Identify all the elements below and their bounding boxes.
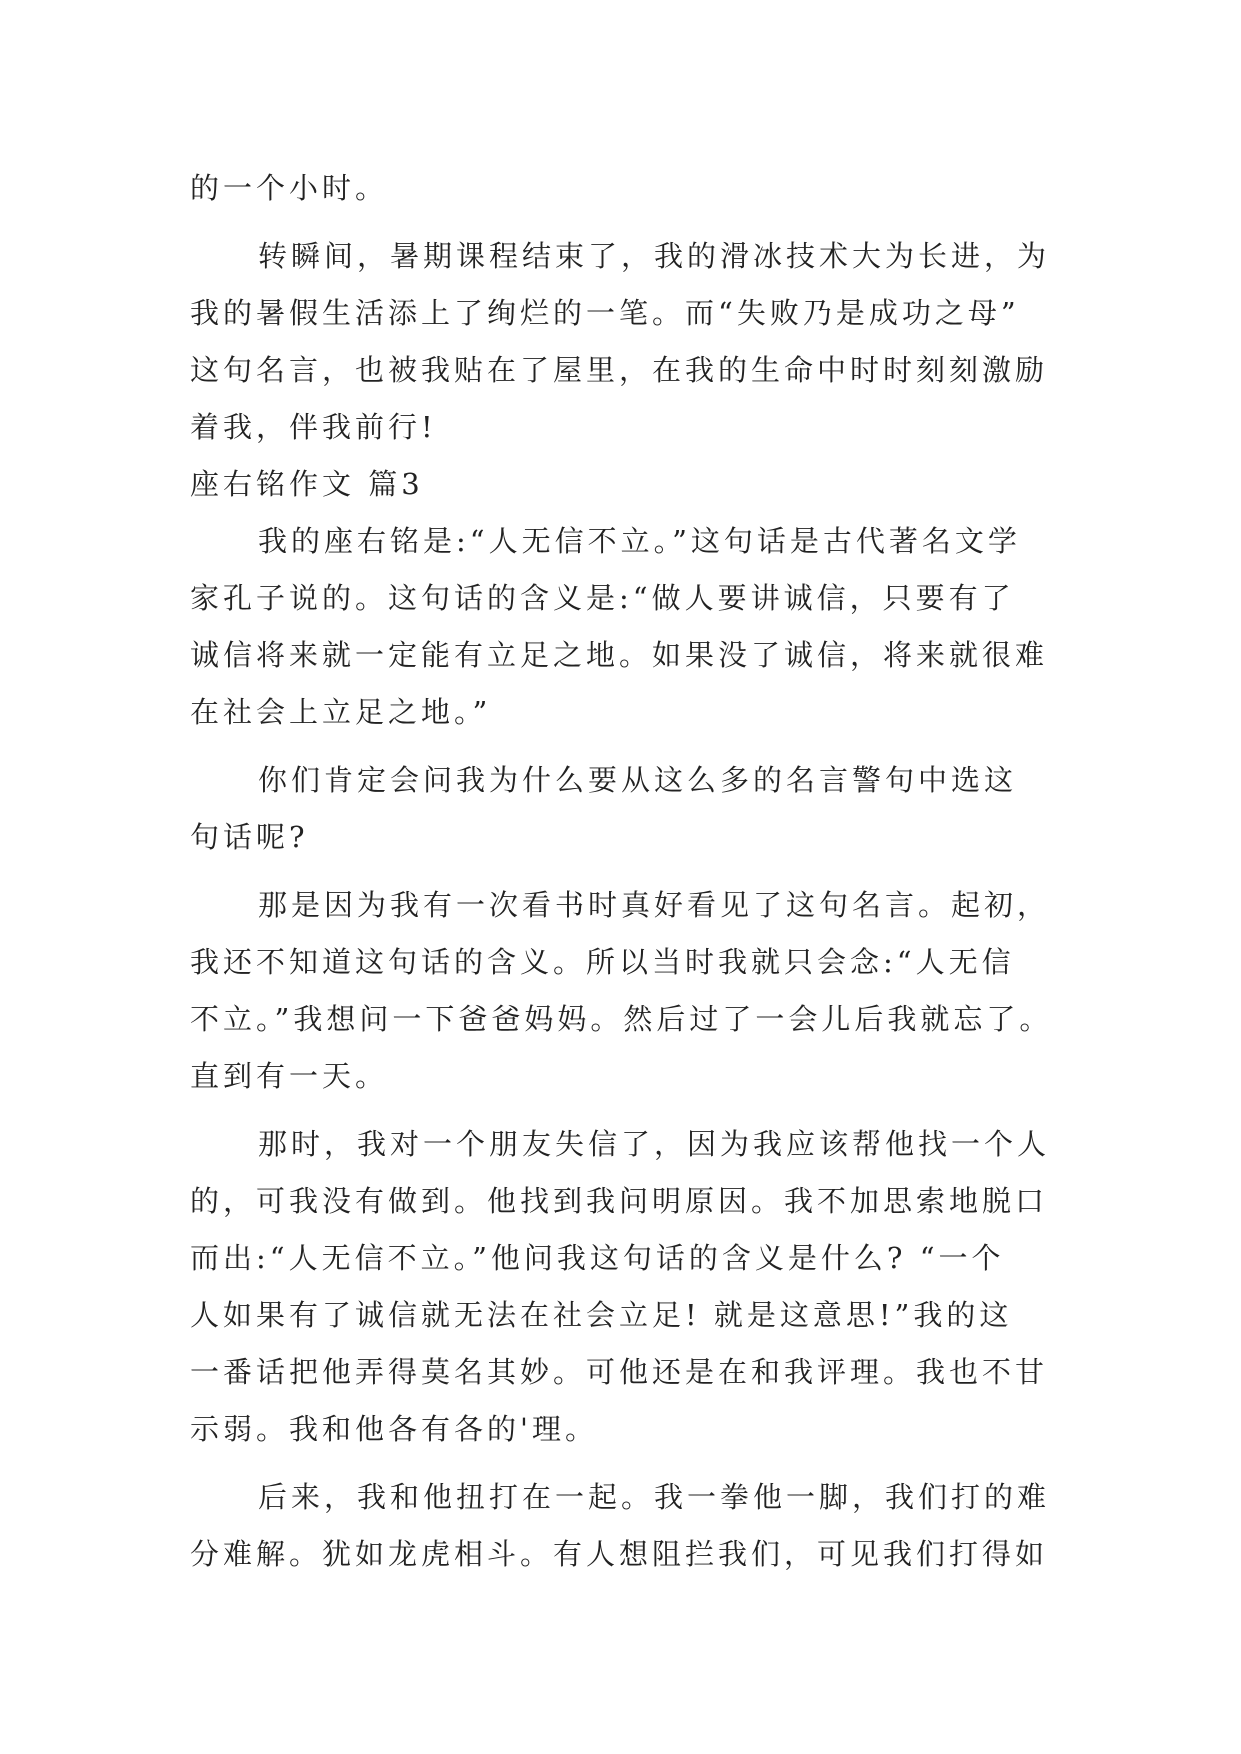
text-line: 那是因为我有一次看书时真好看见了这句名言。起初，: [258, 888, 1051, 922]
text-line: 我的座右铭是:“人无信不立。”这句话是古代著名文学: [258, 524, 1021, 558]
text-line: 一番话把他弄得莫名其妙。可他还是在和我评理。我也不甘: [190, 1355, 1049, 1389]
text-line: 后来，我和他扭打在一起。我一拳他一脚，我们打的难: [258, 1480, 1051, 1514]
paragraph-continuation: [190, 160, 1050, 217]
paragraph-question: [190, 752, 1050, 866]
text-line: 分难解。犹如龙虎相斗。有人想阻拦我们，可见我们打得如: [190, 1537, 1049, 1571]
paragraph-origin: [190, 877, 1053, 1105]
paragraph-incident: [190, 1116, 1050, 1458]
text-line: 示弱。我和他各有各的'理。: [190, 1412, 598, 1446]
text-line: 我的暑假生活添上了绚烂的一笔。而“失败乃是成功之母”: [190, 296, 1020, 330]
document-body: [190, 160, 1053, 1583]
section-heading: 座右铭作文 篇3: [190, 467, 424, 501]
text-line: 我还不知道这句话的含义。所以当时我就只会念:“人无信: [190, 945, 1015, 979]
text-line: 的一个小时。: [190, 171, 389, 205]
paragraph-motto: [190, 513, 1050, 741]
text-line: 诚信将来就一定能有立足之地。如果没了诚信，将来就很难: [190, 638, 1049, 672]
text-line: 直到有一天。: [190, 1059, 389, 1093]
text-line: 而出:“人无信不立。”他问我这句话的含义是什么? “一个: [190, 1241, 1005, 1275]
text-line: 你们肯定会问我为什么要从这么多的名言警句中选这: [258, 763, 1018, 797]
text-line: 句话呢?: [190, 820, 309, 854]
text-line: 那时，我对一个朋友失信了，因为我应该帮他找一个人: [258, 1127, 1051, 1161]
text-line: 这句名言，也被我贴在了屋里，在我的生命中时时刻刻激励: [190, 353, 1049, 387]
text-line: 的，可我没有做到。他找到我问明原因。我不加思索地脱口: [190, 1184, 1049, 1218]
text-line: 家孔子说的。这句话的含义是:“做人要讲诚信，只要有了: [190, 581, 1015, 615]
text-line: 着我，伴我前行!: [190, 410, 437, 444]
text-line: 转瞬间，暑期课程结束了，我的滑冰技术大为长进，为: [258, 239, 1051, 273]
text-line: 在社会上立足之地。”: [190, 695, 492, 729]
paragraph-fight: [190, 1469, 1050, 1583]
text-line: 不立。”我想问一下爸爸妈妈。然后过了一会儿后我就忘了。: [190, 1002, 1053, 1036]
text-line: 人如果有了诚信就无法在社会立足! 就是这意思!”我的这: [190, 1298, 1013, 1332]
paragraph-summer-course: [190, 228, 1050, 456]
